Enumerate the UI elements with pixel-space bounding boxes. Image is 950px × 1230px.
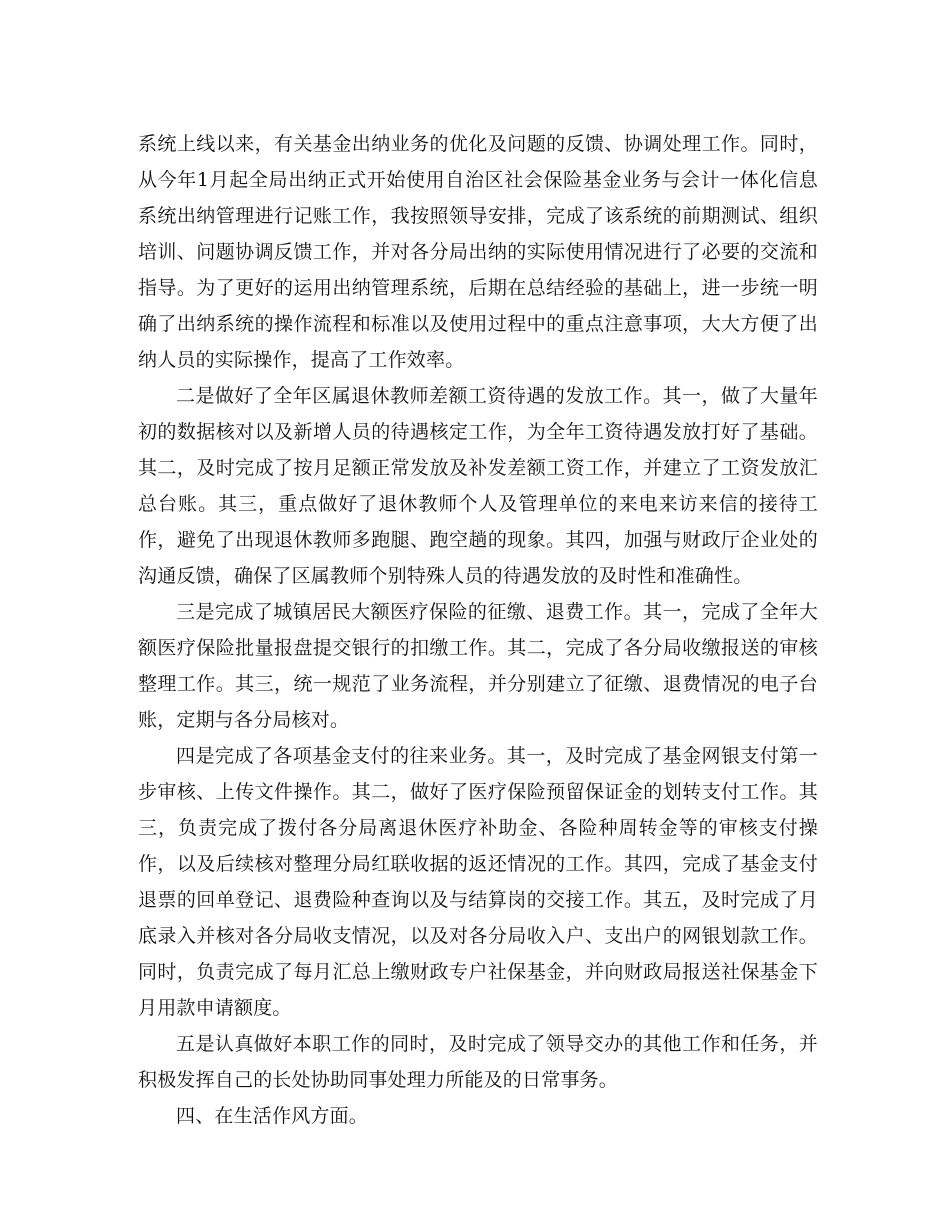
paragraph-medical-insurance: 三是完成了城镇居民大额医疗保险的征缴、退费工作。其一，完成了全年大额医疗保险批量报盘提交银行的扣缴工作。其二，完成了各分局收缴报送的审核整理工作。其三，统一规范了业务流程，并分别建立了征缴、退费情况的电子台账，定期与各分局核对。	[138, 601, 818, 731]
paragraph-retired-teacher-wages: 二是做好了全年区属退休教师差额工资待遇的发放工作。其一，做了大量年初的数据核对以及新增人员的待遇核定工作，为全年工资待遇发放打好了基础。其二，及时完成了按月足额正常发放及补发差额工资工作，并建立了工资发放汇总台账。其三，重点做好了退休教师个人及管理单位的来电来访来信的接待工作，避免了出现退休教师多跑腿、跑空趟的现象。其四，加强与财政厅企业处的沟通反馈，确保了区属教师个别特殊人员的待遇发放的及时性和准确性。	[138, 385, 818, 587]
paragraph-other-duties: 五是认真做好本职工作的同时，及时完成了领导交办的其他工作和任务，并积极发挥自己的长处协助同事处理力所能及的日常事务。	[138, 1033, 818, 1091]
paragraph-continuation: 系统上线以来，有关基金出纳业务的优化及问题的反馈、协调处理工作。同时，从今年1月起全局出纳正式开始使用自治区社会保险基金业务与会计一体化信息系统出纳管理进行记账工作，我按照领导安排，完成了该系统的前期测试、组织培训、问题协调反馈工作，并对各分局出纳的实际使用情况进行了必要的交流和指导。为了更好的运用出纳管理系统，后期在总结经验的基础上，进一步统一明确了出纳系统的操作流程和标准以及使用过程中的重点注意事项，大大方便了出纳人员的实际操作，提高了工作效率。	[138, 133, 818, 371]
section-heading-lifestyle: 四、在生活作风方面。	[176, 1105, 369, 1127]
document-body	[138, 126, 818, 1134]
paragraph-fund-payments: 四是完成了各项基金支付的往来业务。其一，及时完成了基金网银支付第一步审核、上传文件操作。其二，做好了医疗保险预留保证金的划转支付工作。其三，负责完成了拨付各分局离退休医疗补助金、各险种周转金等的审核支付操作，以及后续核对整理分局红联收据的返还情况的工作。其四，完成了基金支付退票的回单登记、退费险种查询以及与结算岗的交接工作。其五，及时完成了月底录入并核对各分局收支情况，以及对各分局收入户、支出户的网银划款工作。同时，负责完成了每月汇总上缴财政专户社保基金，并向财政局报送社保基金下月用款申请额度。	[138, 745, 818, 1019]
